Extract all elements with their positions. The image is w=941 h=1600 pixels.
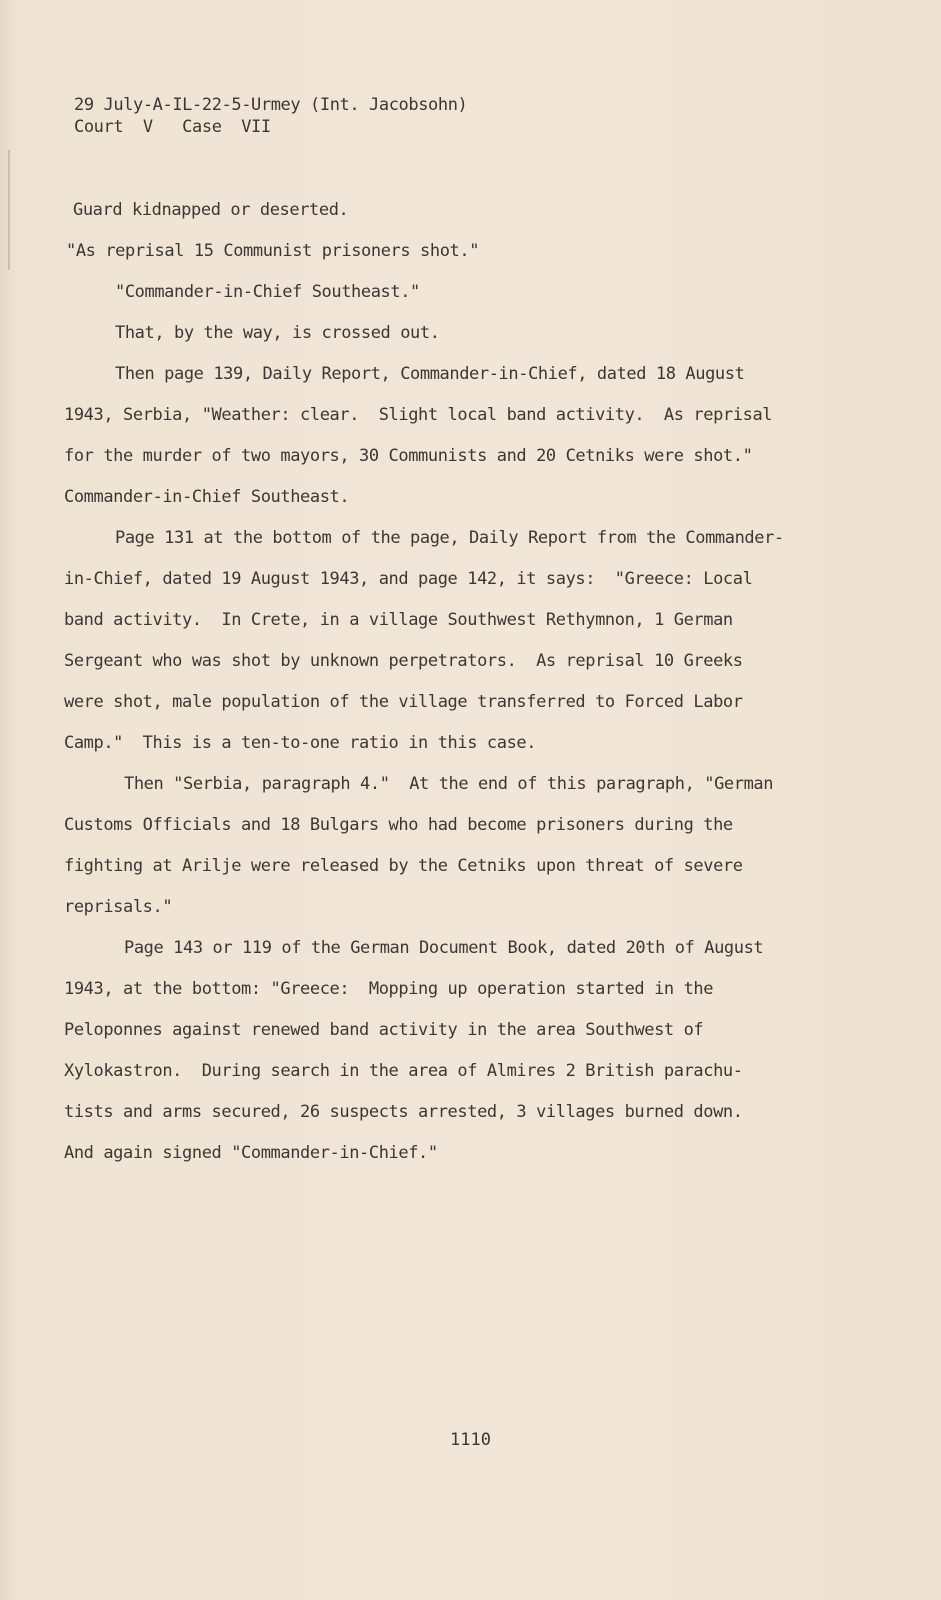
body-line: were shot, male population of the village transferred to Forced Labor [64, 692, 743, 712]
body-line: Then page 139, Daily Report, Commander-in-Chief, dated 18 August [115, 364, 745, 384]
body-line: tists and arms secured, 26 suspects arrested, 3 villages burned down. [64, 1102, 743, 1122]
body-line: for the murder of two mayors, 30 Communists and 20 Cetniks were shot." [64, 446, 753, 466]
body-line: Camp." This is a ten-to-one ratio in this case. [64, 733, 537, 753]
body-line: Commander-in-Chief Southeast. [64, 487, 350, 507]
binding-mark [8, 150, 10, 270]
page-number: 1110 [450, 1430, 491, 1450]
body-line: Xylokastron. During search in the area of Almires 2 British parachu- [64, 1061, 743, 1081]
body-line: That, by the way, is crossed out. [115, 323, 440, 343]
body-line: "As reprisal 15 Communist prisoners shot." [66, 241, 480, 261]
body-line: Peloponnes against renewed band activity in the area Southwest of [64, 1020, 704, 1040]
body-line: Guard kidnapped or deserted. [73, 200, 349, 220]
body-line: reprisals." [64, 897, 173, 917]
body-line: "Commander-in-Chief Southeast." [115, 282, 420, 302]
body-line: Page 143 or 119 of the German Document Book, dated 20th of August [124, 938, 764, 958]
body-line: fighting at Arilje were released by the Cetniks upon threat of severe [64, 856, 743, 876]
body-line: 1943, at the bottom: "Greece: Mopping up operation started in the [64, 979, 714, 999]
header-line-2: Court V Case VII [74, 117, 271, 137]
body-line: And again signed "Commander-in-Chief." [64, 1143, 438, 1163]
body-line: Then "Serbia, paragraph 4." At the end of this paragraph, "German [124, 774, 774, 794]
body-line: Page 131 at the bottom of the page, Daily Report from the Commander- [115, 528, 784, 548]
body-line: Sergeant who was shot by unknown perpetrators. As reprisal 10 Greeks [64, 651, 743, 671]
body-line: Customs Officials and 18 Bulgars who had become prisoners during the [64, 815, 733, 835]
header-line-1: 29 July-A-IL-22-5-Urmey (Int. Jacobsohn) [74, 95, 468, 115]
body-line: in-Chief, dated 19 August 1943, and page 142, it says: "Greece: Local [64, 569, 753, 589]
body-line: 1943, Serbia, "Weather: clear. Slight local band activity. As reprisal [64, 405, 773, 425]
body-line: band activity. In Crete, in a village Southwest Rethymnon, 1 German [64, 610, 733, 630]
